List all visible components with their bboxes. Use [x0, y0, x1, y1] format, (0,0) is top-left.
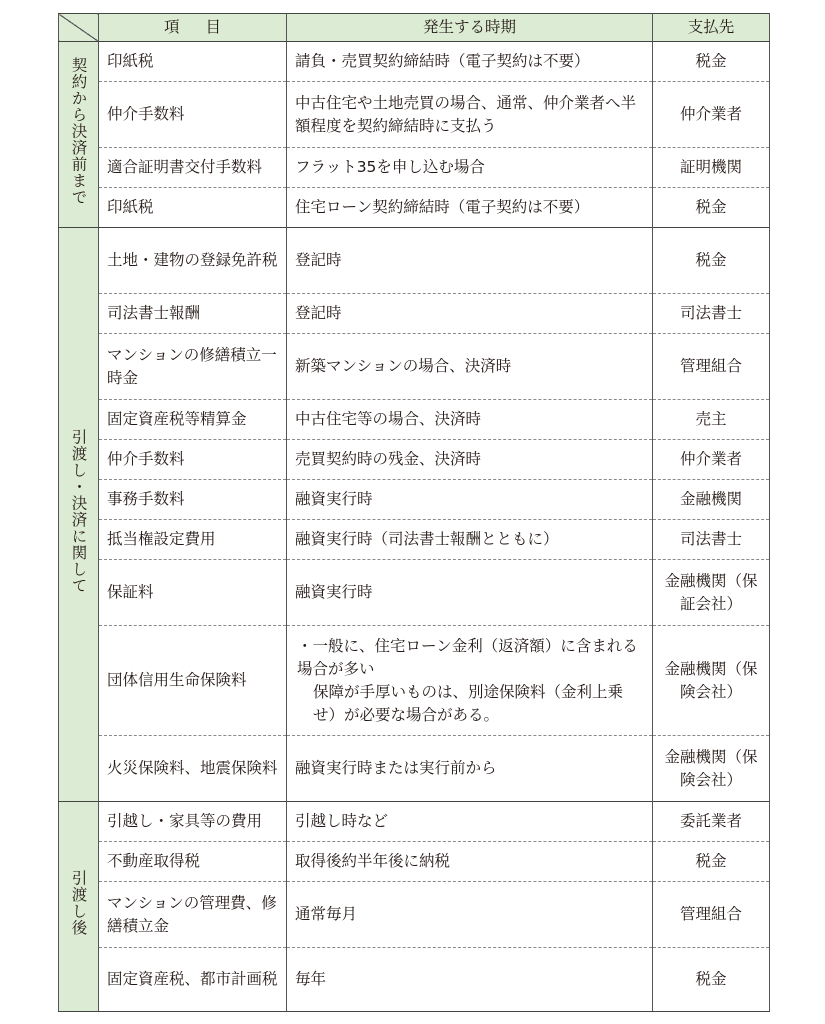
payee-cell: 税金 [653, 228, 770, 294]
timing-cell: 融資実行時 [287, 480, 653, 520]
payee-cell: 証明機関 [653, 148, 770, 188]
payee-cell: 仲介業者 [653, 440, 770, 480]
timing-cell: 請負・売買契約締結時（電子契約は不要） [287, 42, 653, 82]
table-row [59, 626, 770, 736]
timing-cell: 融資実行時または実行前から [287, 736, 653, 802]
section-label: 契約から決済前まで [59, 42, 99, 228]
item-cell: 団体信用生命保険料 [99, 626, 287, 736]
table-row [59, 802, 770, 842]
table-row [59, 480, 770, 520]
table-row [59, 948, 770, 1012]
table-row [59, 736, 770, 802]
timing-cell: 通常毎月 [287, 882, 653, 948]
header-row [59, 14, 770, 42]
payee-cell: 税金 [653, 948, 770, 1012]
payee-cell: 税金 [653, 188, 770, 228]
item-cell: 印紙税 [99, 42, 287, 82]
table-row [59, 882, 770, 948]
corner-cell [59, 14, 99, 42]
table-row [59, 42, 770, 82]
item-cell: 抵当権設定費用 [99, 520, 287, 560]
timing-cell: 登記時 [287, 228, 653, 294]
item-cell: 引越し・家具等の費用 [99, 802, 287, 842]
payee-cell: 税金 [653, 42, 770, 82]
timing-cell: 中古住宅や土地売買の場合、通常、仲介業者へ半額程度を契約締結時に支払う [287, 82, 653, 148]
item-cell: 固定資産税、都市計画税 [99, 948, 287, 1012]
item-cell: マンションの管理費、修繕積立金 [99, 882, 287, 948]
table-row [59, 520, 770, 560]
timing-cell: 登記時 [287, 294, 653, 334]
item-cell: 火災保険料、地震保険料 [99, 736, 287, 802]
payee-cell: 金融機関（保険会社） [653, 626, 770, 736]
payee-cell: 司法書士 [653, 520, 770, 560]
section-label: 引渡し・決済に関して [59, 228, 99, 802]
timing-cell: 毎年 [287, 948, 653, 1012]
item-cell: 仲介手数料 [99, 82, 287, 148]
item-cell: 事務手数料 [99, 480, 287, 520]
item-cell: 仲介手数料 [99, 440, 287, 480]
table-row [59, 228, 770, 294]
payee-cell: 税金 [653, 842, 770, 882]
timing-cell: 融資実行時（司法書士報酬とともに） [287, 520, 653, 560]
item-cell: 保証料 [99, 560, 287, 626]
item-cell: 不動産取得税 [99, 842, 287, 882]
payee-cell: 金融機関 [653, 480, 770, 520]
table-row [59, 148, 770, 188]
payee-cell: 司法書士 [653, 294, 770, 334]
table-row [59, 560, 770, 626]
payee-cell: 委託業者 [653, 802, 770, 842]
timing-cell: 住宅ローン契約締結時（電子契約は不要） [287, 188, 653, 228]
item-cell: 適合証明書交付手数料 [99, 148, 287, 188]
timing-cell: フラット35を申し込む場合 [287, 148, 653, 188]
header-item: 項目 [99, 14, 287, 42]
table-row [59, 82, 770, 148]
item-cell: 土地・建物の登録免許税 [99, 228, 287, 294]
header-payee: 支払先 [653, 14, 770, 42]
table-row [59, 188, 770, 228]
payee-cell: 管理組合 [653, 334, 770, 400]
payee-cell: 金融機関（保険会社） [653, 736, 770, 802]
timing-cell: 融資実行時 [287, 560, 653, 626]
item-cell: 司法書士報酬 [99, 294, 287, 334]
timing-cell [287, 626, 653, 736]
timing-cell: 中古住宅等の場合、決済時 [287, 400, 653, 440]
table-row [59, 294, 770, 334]
timing-note-line: 保障が手厚いものは、別途保険料（金利上乗せ）が必要な場合がある。 [313, 682, 624, 724]
table-row [59, 440, 770, 480]
timing-cell: 新築マンションの場合、決済時 [287, 334, 653, 400]
item-cell: 印紙税 [99, 188, 287, 228]
table-row [59, 842, 770, 882]
payee-cell: 売主 [653, 400, 770, 440]
table-row [59, 400, 770, 440]
timing-cell: 売買契約時の残金、決済時 [287, 440, 653, 480]
section-label: 引渡し後 [59, 802, 99, 1012]
timing-note-line: ・一般に、住宅ローン金利（返済額）に含まれる場合が多い [297, 636, 638, 678]
payee-cell: 金融機関（保証会社） [653, 560, 770, 626]
payee-cell: 仲介業者 [653, 82, 770, 148]
payee-cell: 管理組合 [653, 882, 770, 948]
cost-table [58, 13, 770, 1012]
header-timing: 発生する時期 [287, 14, 653, 42]
item-cell: 固定資産税等精算金 [99, 400, 287, 440]
timing-cell: 引越し時など [287, 802, 653, 842]
item-cell: マンションの修繕積立一時金 [99, 334, 287, 400]
table-row [59, 334, 770, 400]
timing-cell: 取得後約半年後に納税 [287, 842, 653, 882]
